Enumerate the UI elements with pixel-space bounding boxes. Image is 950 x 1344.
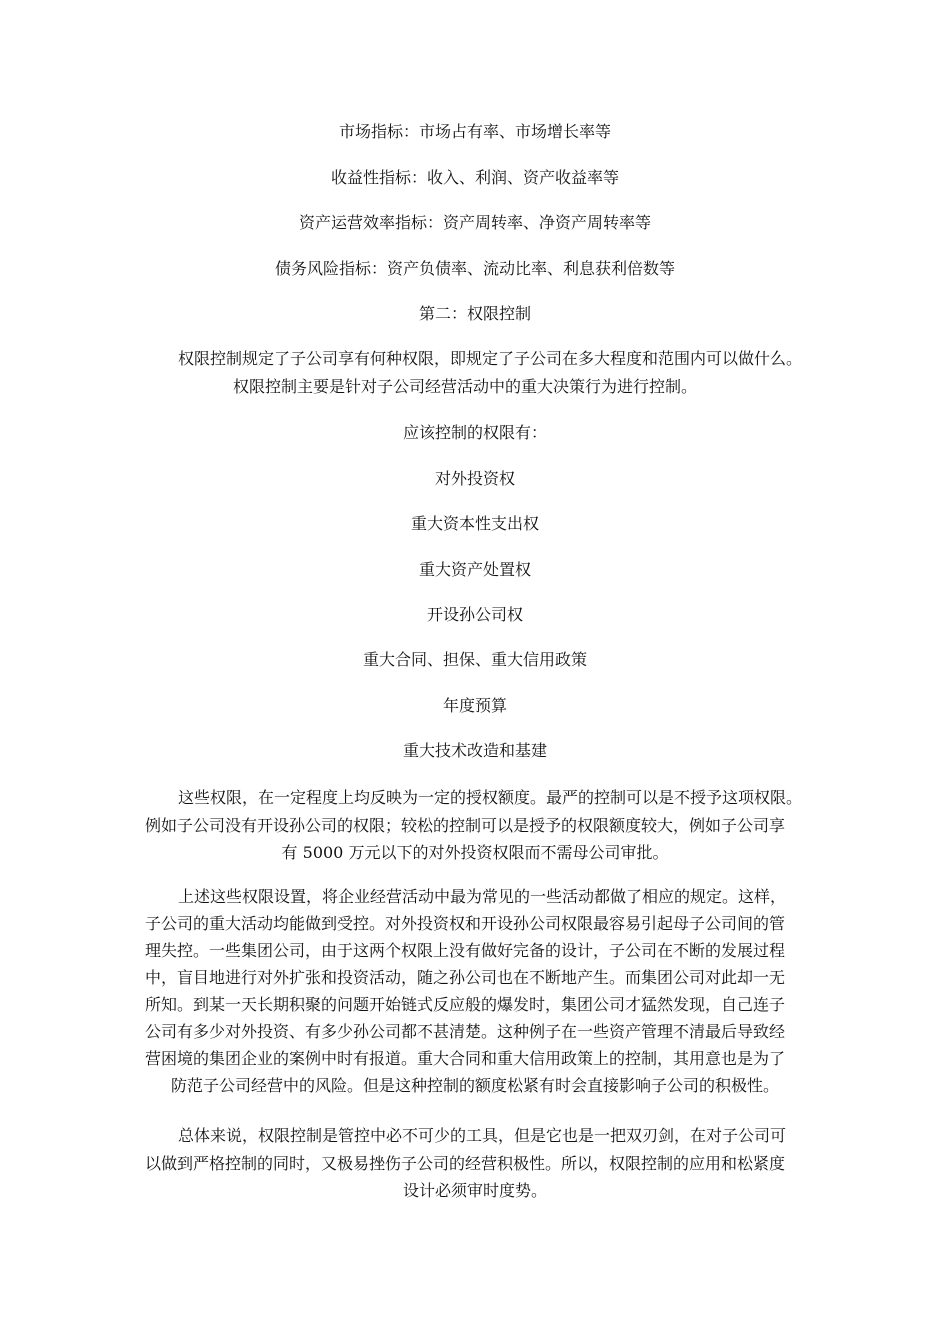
paragraph-line: 总体来说，权限控制是管控中必不可少的工具，但是它也是一把双刃剑，在对子公司可	[178, 1126, 787, 1145]
indicator-profitability: 收益性指标：收入、利润、资产收益率等	[330, 168, 619, 187]
section-title: 第二：权限控制	[418, 304, 531, 323]
right-item: 重大资产处置权	[418, 560, 531, 579]
paragraph-line: 有 5000 万元以下的对外投资权限而不需母公司审批。	[281, 843, 669, 862]
paragraph-line: 设计必须审时度势。	[402, 1181, 547, 1200]
paragraph-line: 中，盲目地进行对外扩张和投资活动，随之孙公司也在不断地产生。而集团公司对此却一无	[145, 968, 786, 987]
right-item: 年度预算	[442, 696, 507, 715]
indicator-debt-risk: 债务风险指标：资产负债率、流动比率、利息获利倍数等	[274, 259, 675, 278]
indicator-market: 市场指标：市场占有率、市场增长率等	[338, 122, 611, 141]
paragraph-line: 例如子公司没有开设孙公司的权限；较松的控制可以是授予的权限额度较大，例如子公司享	[145, 816, 786, 835]
paragraph-line: 防范子公司经营中的风险。但是这种控制的额度松紧有时会直接影响子公司的积极性。	[170, 1076, 779, 1095]
right-item: 开设孙公司权	[426, 605, 523, 624]
paragraph-line: 以做到严格控制的同时，又极易挫伤子公司的经营积极性。所以，权限控制的应用和松紧度	[145, 1154, 786, 1173]
right-item: 重大合同、担保、重大信用政策	[362, 650, 587, 669]
paragraph-line: 营困境的集团企业的案例中时有报道。重大合同和重大信用政策上的控制，其用意也是为了	[145, 1049, 786, 1068]
rights-heading: 应该控制的权限有：	[402, 423, 547, 442]
paragraph-line: 理失控。一些集团公司，由于这两个权限上没有做好完备的设计，子公司在不断的发展过程	[145, 941, 786, 960]
indicator-efficiency: 资产运营效率指标：资产周转率、净资产周转率等	[298, 213, 651, 232]
paragraph-line: 上述这些权限设置，将企业经营活动中最为常见的一些活动都做了相应的规定。这样，	[178, 887, 787, 906]
paragraph-line: 这些权限，在一定程度上均反映为一定的授权额度。最严的控制可以是不授予这项权限。	[178, 788, 803, 807]
paragraph-line: 公司有多少对外投资、有多少孙公司都不甚清楚。这种例子在一些资产管理不清最后导致经	[145, 1022, 786, 1041]
paragraph-line: 所知。到某一天长期积聚的问题开始链式反应般的爆发时，集团公司才猛然发现，自己连子	[145, 995, 786, 1014]
intro-line-2: 权限控制主要是针对子公司经营活动中的重大决策行为进行控制。	[233, 377, 698, 396]
paragraph-line: 子公司的重大活动均能做到受控。对外投资权和开设孙公司权限最容易引起母子公司间的管	[145, 914, 786, 933]
right-item: 重大资本性支出权	[410, 514, 539, 533]
right-item: 重大技术改造和基建	[402, 741, 547, 760]
right-item: 对外投资权	[434, 469, 515, 488]
intro-line-1: 权限控制规定了子公司享有何种权限，即规定了子公司在多大程度和范围内可以做什么。	[178, 349, 803, 368]
